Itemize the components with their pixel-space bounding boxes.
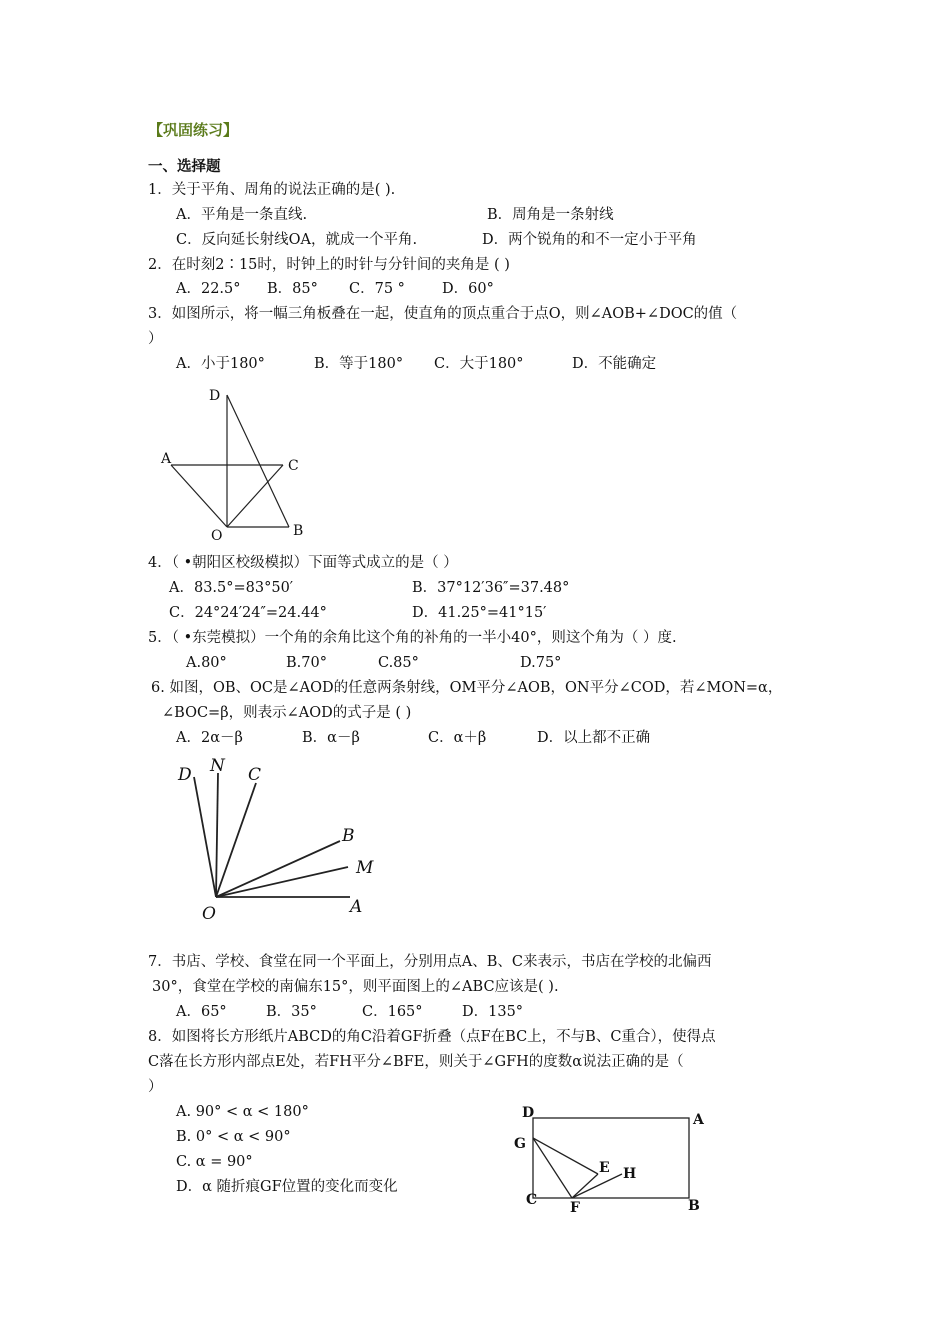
q8-label-c: C [526,1192,538,1208]
q3-segment-oa [171,465,227,527]
q6-ray-om [216,867,348,897]
q8-option-b: B. 0° < α < 90° [176,1129,291,1145]
q1-stem: 1．关于平角、周角的说法正确的是( ). [148,182,396,198]
q6-label-n: N [210,756,225,776]
q8-segment-fh [572,1174,622,1198]
q6-label-c: C [248,765,262,785]
q8-option-d: D．α 随折痕GF位置的变化而变化 [176,1179,398,1195]
q8-segment-gf [533,1138,572,1198]
q8-rectangle-fold-figure [508,1100,718,1220]
q3-option-d: D．不能确定 [572,356,657,372]
q6-label-b: B [342,826,355,846]
q4-option-d: D．41.25°=41°15′ [412,605,547,621]
q8-label-e: E [599,1160,610,1176]
q7-option-d: D．135° [462,1004,524,1020]
q3-segment-db [227,395,289,527]
q2-option-b: B．85° [267,281,318,297]
q3-option-c: C．大于180° [434,356,524,372]
q8-option-a: A. 90° < α < 180° [176,1104,309,1120]
q6-stem: 6. 如图，OB、OC是∠AOD的任意两条射线，OM平分∠AOB，ON平分∠COD，若∠MON=α， [151,680,783,696]
q3-label-b: B [293,523,304,539]
q8-stem-continued-2: ） [148,1079,163,1095]
q6-label-a: A [350,897,363,917]
q4-option-a: A．83.5°=83°50′ [169,580,294,596]
q4-option-b: B．37°12′36″=37.48° [412,580,570,596]
q6-ray-od [194,777,216,897]
q8-stem-continued: C落在长方形内部点E处，若FH平分∠BFE，则关于∠GFH的度数α说法正确的是（ [148,1054,684,1070]
q6-option-a: A．2α－β [176,730,243,746]
q8-label-a: A [693,1112,704,1128]
q6-option-d: D．以上都不正确 [537,730,651,746]
q8-label-b: B [688,1198,700,1214]
q8-label-d: D [522,1105,535,1121]
q7-option-b: B．35° [266,1004,317,1020]
q7-option-a: A．65° [176,1004,227,1020]
q8-label-g: G [514,1136,526,1152]
q1-option-c: C．反向延长射线OA，就成一个平角. [176,232,418,248]
q3-label-d: D [209,388,221,404]
q1-option-b: B．周角是一条射线 [487,207,614,223]
q3-label-c: C [288,458,299,474]
q7-stem: 7．书店、学校、食堂在同一个平面上，分别用点A、B、C来表示，书店在学校的北偏西 [148,954,712,970]
q3-label-a: A [161,451,172,467]
q6-label-d: D [178,765,192,785]
q6-stem-continued: ∠BOC=β，则表示∠AOD的式子是 ( ) [162,705,412,721]
q8-label-f: F [570,1200,580,1216]
q5-stem: 5．（ •东莞模拟）一个角的余角比这个角的补角的一半小40°，则这个角为（ ）度. [148,630,677,646]
q8-segment-ge [533,1138,598,1174]
q3-stem: 3．如图所示，将一幅三角板叠在一起，使直角的顶点重合于点O，则∠AOB+∠DOC的值（ [148,306,738,322]
q8-segment-ef [572,1174,598,1198]
q3-triangle-figure [155,385,315,545]
q6-option-b: B．α－β [302,730,360,746]
q3-option-a: A．小于180° [176,356,265,372]
q3-option-b: B．等于180° [314,356,404,372]
q8-rectangle-abcd [533,1118,689,1198]
q3-stem-continued: ） [148,331,163,347]
q8-option-c: C. α = 90° [176,1154,253,1170]
q6-ray-oc [216,783,256,897]
q5-option-a: A.80° [186,655,227,671]
q6-label-o: O [202,904,216,924]
q4-stem: 4．（ •朝阳区校级模拟）下面等式成立的是（ ） [148,555,458,571]
q6-rays-figure [170,755,390,925]
q6-ray-ob [216,841,340,897]
q7-option-c: C．165° [362,1004,423,1020]
q5-option-b: B.70° [286,655,327,671]
q3-label-o: O [211,528,223,544]
q4-option-c: C．24°24′24″=24.44° [169,605,327,621]
q2-option-c: C．75 ° [349,281,405,297]
q6-option-c: C．α＋β [428,730,487,746]
q6-ray-on [216,773,218,897]
q2-option-d: D．60° [442,281,494,297]
q8-stem: 8．如图将长方形纸片ABCD的角C沿着GF折叠（点F在BC上，不与B、C重合），使得点 [148,1029,716,1045]
q5-option-c: C.85° [378,655,419,671]
q8-label-h: H [623,1166,637,1182]
q6-label-m: M [356,858,374,878]
q7-stem-continued: 30°，食堂在学校的南偏东15°，则平面图上的∠ABC应该是( ). [152,979,559,995]
q1-option-a: A．平角是一条直线. [176,207,308,223]
q2-option-a: A．22.5° [176,281,241,297]
q2-stem: 2．在时刻2∶15时，时钟上的时针与分针间的夹角是 ( ) [148,257,510,273]
section-title: 一、选择题 [148,159,221,175]
q5-option-d: D.75° [520,655,562,671]
q1-option-d: D．两个锐角的和不一定小于平角 [482,232,697,248]
section-heading: 【巩固练习】 [148,121,239,139]
